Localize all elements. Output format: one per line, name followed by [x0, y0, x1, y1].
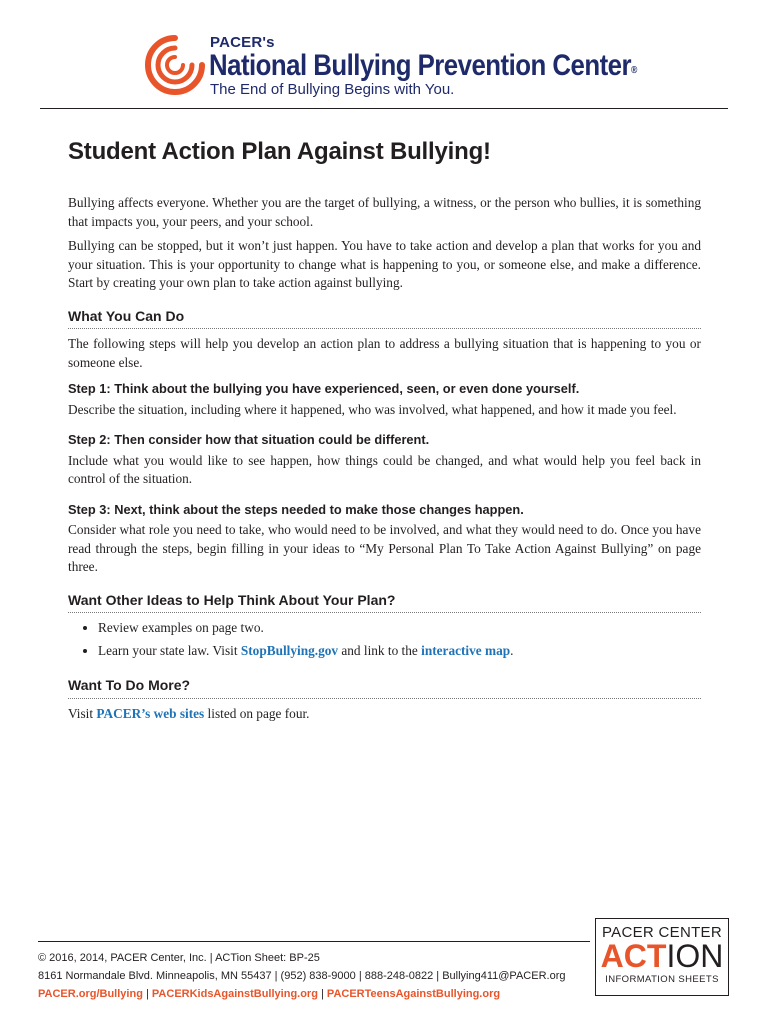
stopbullying-link[interactable]: StopBullying.gov — [240, 642, 339, 658]
footer-copyright: © 2016, 2014, PACER Center, Inc. | ACTion Sheet: BP-25 — [38, 952, 320, 964]
list-item: • Learn your state law. Visit StopBullying.gov and link to the interactive map. — [98, 642, 701, 661]
pacer-web-sites-link[interactable]: PACER’s web sites — [96, 705, 205, 721]
main-content — [68, 194, 701, 729]
page-title: Student Action Plan Against Bullying! — [68, 138, 491, 165]
swirl-logo-icon — [144, 34, 206, 96]
footer-separator: | — [321, 988, 324, 1000]
action-sheet-badge — [595, 918, 729, 996]
badge-action-text: ACTION — [600, 938, 724, 974]
brand-tagline: The End of Bullying Begins with You. — [210, 81, 455, 98]
step-2-heading: Step 2: Then consider how that situation could be different. — [68, 432, 430, 447]
section-heading-other-ideas: Want Other Ideas to Help Think About Your Plan? — [68, 591, 701, 614]
header-divider — [40, 108, 728, 109]
footer-address: 8161 Normandale Blvd. Minneapolis, MN 55437 | (952) 838-9000 | 888-248-0822 | Bullying411@PACER.org — [38, 970, 566, 982]
step-3-text: Consider what role you need to take, who would need to be involved, and what they would need to do. Once you have read through the steps, begin filling in your ideas to “My Personal Plan To Take Action Against Bullying” on page three. — [68, 522, 701, 574]
footer-divider — [38, 941, 590, 942]
footer-link-bullying[interactable]: PACER.org/Bullying — [38, 988, 143, 1000]
section-text: The following steps will help you develop an action plan to address a bullying situation that is happening to you or someone else. — [68, 336, 701, 370]
step-1-heading: Step 1: Think about the bullying you have experienced, seen, or even done yourself. — [68, 381, 580, 396]
footer — [38, 949, 565, 1003]
footer-link-teens[interactable]: PACERTeensAgainstBullying.org — [326, 988, 501, 1000]
badge-bottom-text: INFORMATION SHEETS — [605, 974, 719, 985]
footer-links — [38, 985, 565, 1003]
ideas-list — [68, 619, 701, 660]
list-item: • Review examples on page two. — [98, 619, 701, 638]
registered-mark: ® — [631, 65, 638, 76]
brand-main: National Bullying Prevention Center® — [209, 49, 638, 82]
footer-link-kids[interactable]: PACERKidsAgainstBullying.org — [151, 988, 318, 1000]
step-3-heading: Step 3: Next, think about the steps needed to make those changes happen. — [68, 501, 524, 517]
step-2-text: Include what you would like to see happen, how things could be changed, and what would help you feel back in control of the situation. — [68, 452, 701, 486]
brand-small: PACER's — [210, 34, 275, 51]
intro-paragraph: Bullying affects everyone. Whether you are the target of bullying, a witness, or the person who bullies, it is something that impacts you, your peers, and your school. — [68, 195, 701, 229]
intro-paragraph: Bullying can be stopped, but it won’t just happen. You have to take action and develop a plan that works for you and your situation. This is your opportunity to change what is happening to you, or someone else, and make a difference. Start by creating your own plan to take action against bullying. — [68, 238, 701, 290]
footer-separator: | — [145, 988, 149, 1000]
section-heading-do-more: Want To Do More? — [68, 676, 701, 699]
do-more-text: Visit PACER’s web sites listed on page four. — [68, 705, 310, 721]
section-heading-what-you-can-do: What You Can Do — [68, 307, 701, 330]
badge-top-text: PACER CENTER — [601, 924, 722, 941]
step-1-text: Describe the situation, including where it happened, who was involved, what happened, and how it made you feel. — [68, 401, 677, 417]
interactive-map-link[interactable]: interactive map — [421, 642, 511, 658]
